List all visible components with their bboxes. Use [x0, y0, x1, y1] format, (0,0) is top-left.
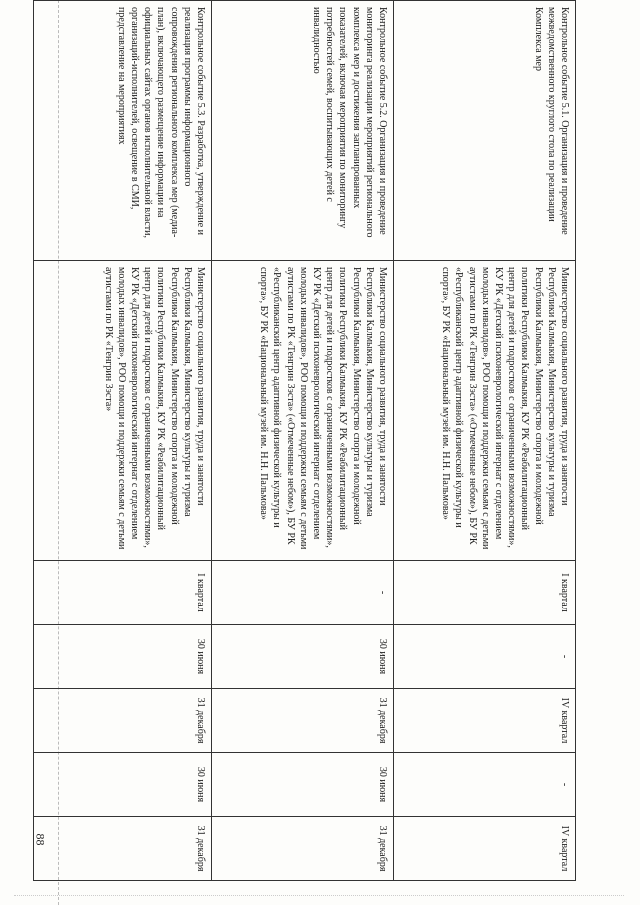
- executors-cell: Министерство социального развития, труда и занятости Республики Калмыкия, Министерство культуры и туризма Республики Калмыкия, Министерство спорта и молодежной политики Республики Калмыкия, КУ РК «Реабилитационный центр для детей и подростков с ограниченными возможностями», КУ РК «Детский психоневрологический интернат с отделением молодых инвалидов», РОО помощи и поддержки семьям с детьми аутистами по РК «Тенгрин Зэста»: [34, 261, 212, 561]
- deadline-cell: -: [394, 625, 576, 689]
- bottom-scan-edge: [14, 895, 624, 896]
- deadline-cell: 30 июня: [212, 753, 394, 817]
- deadline-cell: -: [394, 753, 576, 817]
- deadline-cell: IV квартал: [394, 817, 576, 881]
- page-number: 88: [33, 833, 48, 846]
- rotated-table-sheet: [34, 0, 576, 880]
- executors-cell: Министерство социального развития, труда и занятости Республики Калмыкия, Министерство культуры и туризма Республики Калмыкия, Министерство спорта и молодежной политики Республики Калмыкия, КУ РК «Реабилитационный центр для детей и подростков с ограниченными возможностями», КУ РК «Детский психоневрологический интернат с отделением молодых инвалидов», РОО помощи и поддержки семьям с детьми аутистами по РК «Тенгрин Зэста» («Отмеченные небом»), БУ РК «Республиканский центр адаптивной физической культуры и спорта», БУ РК «Национальный музей им. Н.Н. Пальмова»: [212, 261, 394, 561]
- event-cell: Контрольное событие 5.1. Организация и проведение межведомственного круглого стола по реализации Комплекса мер: [394, 1, 576, 261]
- deadline-cell: 30 июня: [34, 753, 212, 817]
- table-row: [212, 1, 394, 881]
- event-cell: Контрольное событие 5.3. Разработка, утверждение и реализация программы информационного сопровождения регионального комплекса мер (медиа-план), включающего размещение информации на официальных сайтах органов исполнительной власти, организаций-исполнителей, освещение в СМИ, представление на мероприятиях: [34, 1, 212, 261]
- deadline-cell: 30 июня: [34, 625, 212, 689]
- event-cell: Контрольное событие 5.2. Организация и проведение мониторинга реализации мероприятий регионального комплекса мер и достижения запланированных показателей, включая мероприятия по мониторингу потребностей семей, воспитывающих детей с инвалидностью: [212, 1, 394, 261]
- deadline-cell: 31 декабря: [212, 817, 394, 881]
- deadline-cell: IV квартал: [394, 689, 576, 753]
- table-row: [34, 1, 212, 881]
- deadline-cell: 30 июня: [212, 625, 394, 689]
- deadline-cell: I квартал: [394, 561, 576, 625]
- table-row: [394, 1, 576, 881]
- control-events-table: [33, 0, 576, 881]
- deadline-cell: I квартал: [34, 561, 212, 625]
- deadline-cell: 31 декабря: [34, 817, 212, 881]
- deadline-cell: 31 декабря: [212, 689, 394, 753]
- executors-cell: Министерство социального развития, труда и занятости Республики Калмыкия, Министерство культуры и туризма Республики Калмыкия, Министерство спорта и молодежной политики Республики Калмыкия, КУ РК «Реабилитационный центр для детей и подростков с ограниченными возможностями», КУ РК «Детский психоневрологический интернат с отделением молодых инвалидов», РОО помощи и поддержки семьям с детьми аутистами по РК «Тенгрин Зэста» («Отмеченные небом»), БУ РК «Республиканский центр адаптивной физической культуры и спорта», БУ РК «Национальный музей им. Н.Н. Пальмова»: [394, 261, 576, 561]
- deadline-cell: 31 декабря: [34, 689, 212, 753]
- deadline-cell: -: [212, 561, 394, 625]
